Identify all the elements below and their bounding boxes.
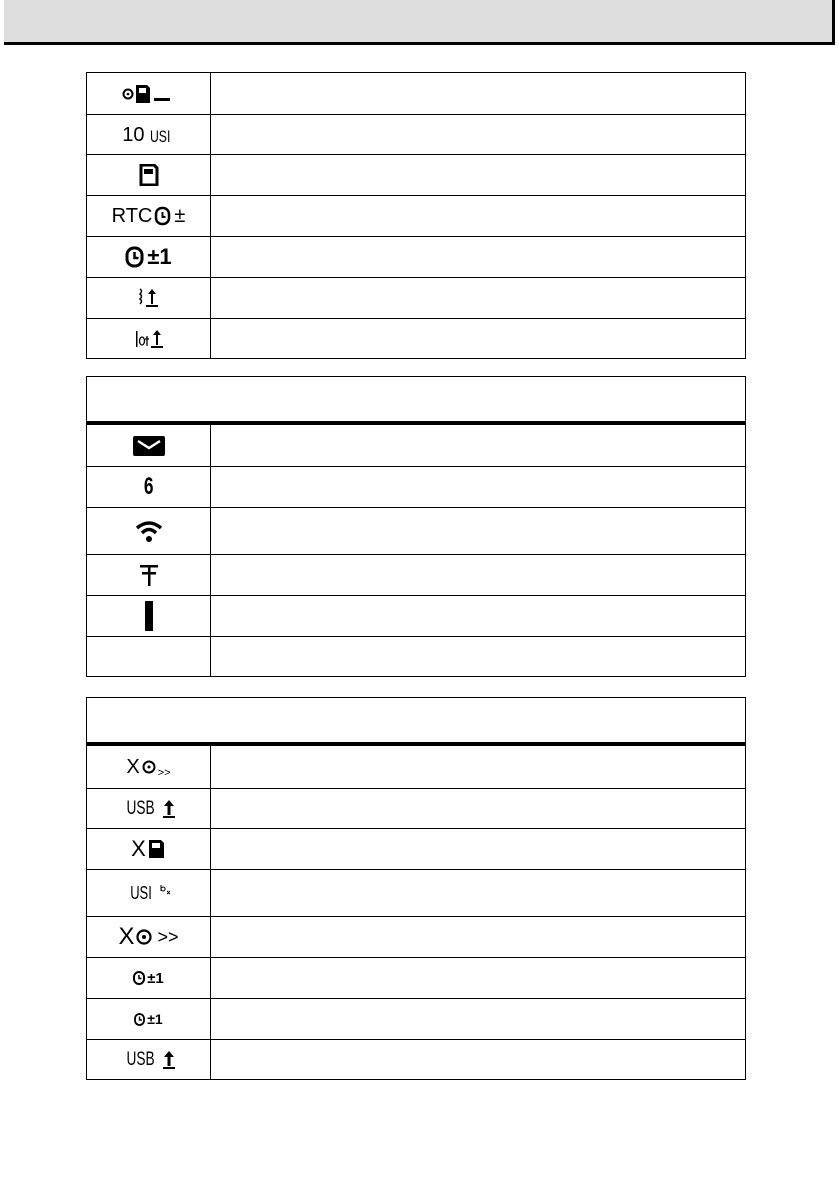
table-row bbox=[87, 236, 745, 277]
description-cell bbox=[211, 746, 745, 788]
description-cell bbox=[211, 508, 745, 554]
table-row bbox=[87, 466, 745, 507]
description-cell bbox=[211, 467, 745, 507]
icon-label: USB bbox=[126, 798, 155, 819]
table-row bbox=[87, 318, 745, 358]
table-row bbox=[87, 73, 745, 114]
table-row bbox=[87, 636, 745, 676]
icon-label-suffix: >> bbox=[157, 766, 171, 779]
icon-label: X bbox=[126, 756, 140, 778]
table-header bbox=[87, 377, 745, 425]
icon-table-3 bbox=[86, 697, 746, 1080]
icon-label: USI bbox=[130, 883, 153, 903]
description-cell bbox=[211, 319, 745, 358]
table-row bbox=[87, 828, 745, 869]
icon-table-1 bbox=[86, 72, 746, 359]
clock-plusminus-1-small-icon bbox=[87, 958, 211, 998]
icon-label: X bbox=[131, 836, 146, 861]
icon-label-suffix: >> bbox=[157, 927, 179, 947]
icon-table-2 bbox=[86, 376, 746, 677]
icon-label: ±1 bbox=[147, 244, 172, 269]
antenna-icon bbox=[87, 555, 211, 595]
description-cell bbox=[211, 425, 745, 466]
usb-up-arrow-icon bbox=[87, 789, 211, 828]
bar-icon bbox=[87, 596, 211, 636]
x-sd-card-icon bbox=[87, 829, 211, 869]
clock-plusminus-1-icon bbox=[87, 237, 211, 277]
table-row bbox=[87, 788, 745, 828]
table-header bbox=[87, 698, 745, 746]
bracket-up-arrow-icon bbox=[87, 278, 211, 318]
page-frame-bottom bbox=[4, 42, 835, 45]
description-cell bbox=[211, 155, 745, 195]
envelope-icon bbox=[87, 425, 211, 466]
description-cell bbox=[211, 958, 745, 998]
table-row bbox=[87, 998, 745, 1039]
table-row bbox=[87, 554, 745, 595]
table-row bbox=[87, 869, 745, 916]
icon-label: RTC bbox=[111, 205, 153, 227]
description-cell bbox=[211, 237, 745, 277]
icon-label: 10 bbox=[122, 123, 145, 146]
description-cell bbox=[211, 637, 745, 676]
description-cell bbox=[211, 196, 745, 236]
description-cell bbox=[211, 596, 745, 636]
page-frame-right bbox=[832, 0, 835, 45]
header-bar bbox=[4, 0, 832, 42]
usb-10-icon bbox=[87, 115, 211, 154]
icon-label: X bbox=[118, 923, 135, 950]
digit-6-icon bbox=[87, 467, 211, 507]
sd-card-icon bbox=[87, 155, 211, 195]
icon-label: ±1 bbox=[147, 969, 164, 987]
description-cell bbox=[211, 115, 745, 154]
x-clock-forward-small-icon bbox=[87, 746, 211, 788]
description-cell bbox=[211, 870, 745, 916]
clock-plusminus-1-smaller-icon bbox=[87, 999, 211, 1039]
icon-label-suffix: USI bbox=[150, 127, 171, 146]
icon-label: ±1 bbox=[147, 1011, 163, 1027]
description-cell bbox=[211, 278, 745, 318]
table-row bbox=[87, 154, 745, 195]
empty-icon bbox=[87, 637, 211, 676]
table-row bbox=[87, 746, 745, 788]
icon-label: USB bbox=[126, 1049, 155, 1070]
table-row bbox=[87, 277, 745, 318]
description-cell bbox=[211, 1040, 745, 1079]
table-row bbox=[87, 114, 745, 154]
description-cell bbox=[211, 789, 745, 828]
table-row bbox=[87, 595, 745, 636]
sd-card-with-minus-icon bbox=[87, 73, 211, 114]
usb-up-arrow-icon-2 bbox=[87, 1040, 211, 1079]
usi-superscript-icon bbox=[87, 870, 211, 916]
table-row bbox=[87, 507, 745, 554]
description-cell bbox=[211, 555, 745, 595]
rtc-clock-plusminus-icon: RTC ± bbox=[87, 196, 211, 236]
table-row bbox=[87, 916, 745, 957]
description-cell bbox=[211, 73, 745, 114]
description-cell bbox=[211, 999, 745, 1039]
x-clock-forward-icon bbox=[87, 917, 211, 957]
description-cell bbox=[211, 829, 745, 869]
icon-label: 6 bbox=[143, 473, 154, 500]
table-row bbox=[87, 957, 745, 998]
description-cell bbox=[211, 917, 745, 957]
wifi-icon bbox=[87, 508, 211, 554]
lot-up-arrow-icon bbox=[87, 319, 211, 358]
table-row bbox=[87, 1039, 745, 1079]
table-row bbox=[87, 425, 745, 466]
table-row bbox=[87, 195, 745, 236]
